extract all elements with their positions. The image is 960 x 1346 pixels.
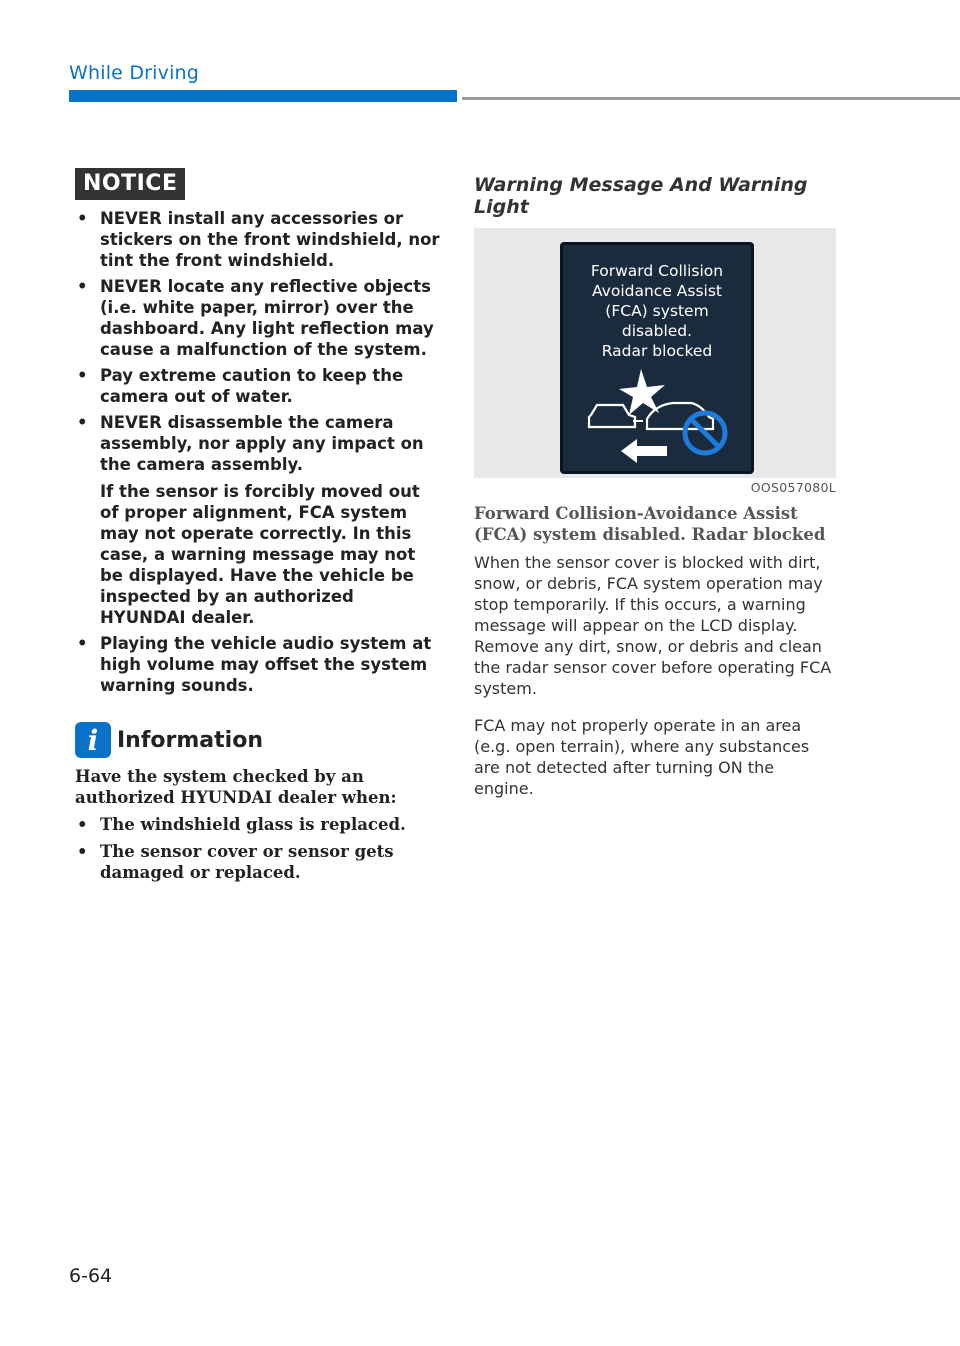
- notice-text: • NEVER disassemble the camera assembly, nor apply any impact on the camera assembly.: [100, 413, 424, 474]
- notice-text: • NEVER locate any reflective objects (i.e. white paper, mirror) over the dashboard. Any light reflection may cause a malfunction of the system.: [100, 277, 434, 359]
- header-rule-accent: [69, 90, 457, 102]
- notice-item: [75, 208, 440, 271]
- notice-text: • NEVER install any accessories or stickers on the front windshield, nor tint the front windshield.: [100, 209, 440, 270]
- notice-text: • Pay extreme caution to keep the camera out of water.: [100, 366, 404, 406]
- section-title: While Driving: [69, 62, 200, 84]
- ego-car-outline-icon: [647, 403, 713, 429]
- figure-caption: Forward Collision-Avoidance Assist (FCA) system disabled. Radar blocked: [474, 504, 826, 544]
- header-rule-gray: [462, 97, 960, 100]
- left-column: [75, 168, 440, 889]
- lcd-screen: [560, 242, 754, 474]
- notice-item: [75, 276, 440, 360]
- front-car-outline-icon: [589, 405, 635, 427]
- lcd-line: Radar blocked: [601, 342, 713, 360]
- lcd-line: Avoidance Assist: [591, 282, 723, 300]
- information-list: [75, 814, 440, 883]
- notice-item: [75, 633, 440, 696]
- notice-list: [75, 208, 440, 696]
- information-title: Information: [117, 727, 263, 753]
- notice-text: If the sensor is forcibly moved out of proper alignment, FCA system may not operate correctly. In this case, a warning message may not be displayed. Have the vehicle be inspected by an authorized HYUNDAI dealer.: [100, 482, 420, 627]
- lcd-line: (FCA) system: [605, 302, 709, 320]
- fca-warning-icon: [563, 245, 751, 471]
- warning-heading: Warning Message And Warning Light: [474, 174, 808, 218]
- body-paragraph: When the sensor cover is blocked with dirt, snow, or debris, FCA system operation may stop temporarily. If this occurs, a warning message will appear on the LCD display. Remove any dirt, snow, or debris and clean the radar sensor cover before operating FCA system.: [474, 553, 832, 698]
- notice-text: • Playing the vehicle audio system at high volume may offset the system warning sounds.: [100, 634, 432, 695]
- notice-item: [75, 412, 440, 628]
- right-column: [474, 174, 836, 815]
- body-paragraph: FCA may not properly operate in an area (e.g. open terrain), where any substances are not detected after turning ON the engine.: [474, 716, 810, 798]
- information-item: • The sensor cover or sensor gets damaged or replaced.: [75, 841, 440, 883]
- notice-item: [75, 365, 440, 407]
- lcd-line: Forward Collision: [590, 262, 724, 280]
- brake-arrow-icon: [621, 439, 667, 463]
- notice-badge: NOTICE: [75, 168, 185, 200]
- lcd-line: disabled.: [621, 322, 693, 340]
- information-item: • The windshield glass is replaced.: [75, 814, 440, 835]
- warning-figure: [474, 228, 836, 478]
- figure-code: OOS057080L: [750, 480, 836, 495]
- information-header: [75, 722, 440, 758]
- info-icon: i: [75, 722, 111, 758]
- page-number: 6-64: [69, 1265, 113, 1287]
- information-intro: Have the system checked by an authorized HYUNDAI dealer when:: [75, 767, 397, 807]
